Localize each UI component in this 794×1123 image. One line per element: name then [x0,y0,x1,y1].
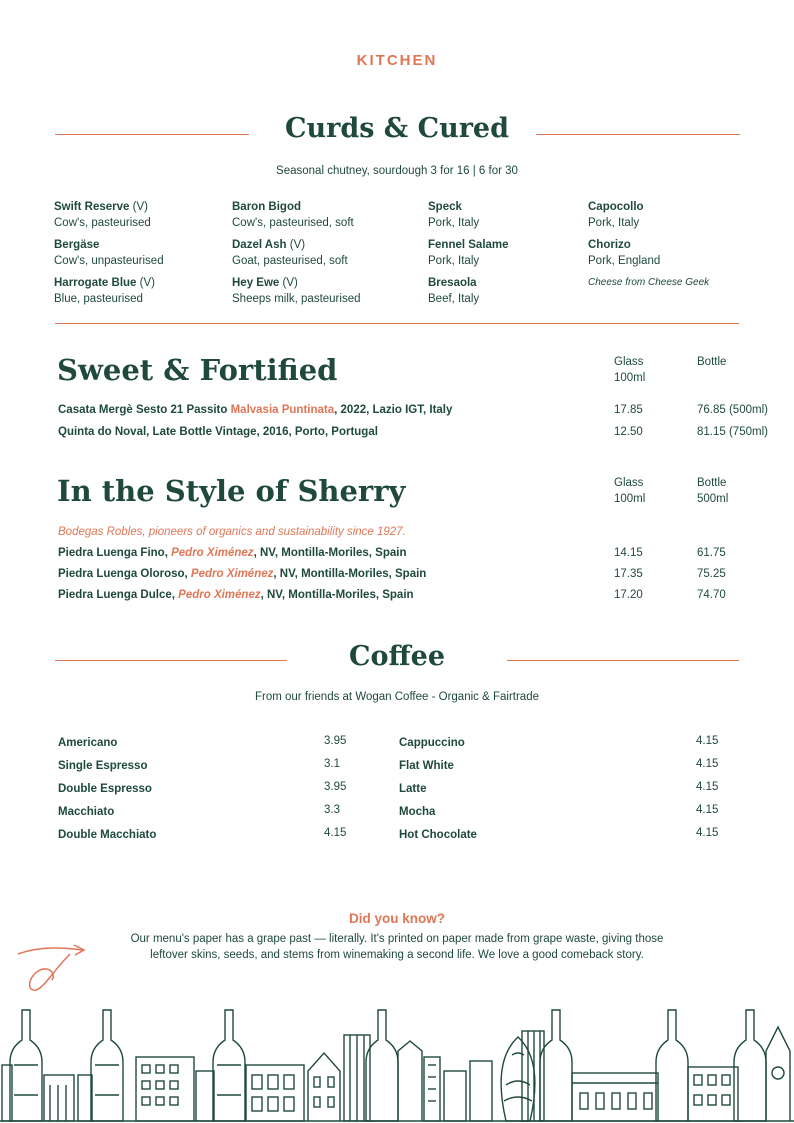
item-description: Sheeps milk, pasteurised [232,293,361,305]
glass-price: 12.50 [614,426,643,438]
coffee-item-price: 3.95 [324,781,347,793]
bottle-price: 61.75 [697,547,726,559]
item-description: Pork, Italy [588,217,640,229]
item-name: Dazel Ash [232,239,287,251]
item-name: Bresaola [428,277,477,289]
bottle-column-header: Bottle [697,356,727,368]
coffee-item-name: Mocha [399,806,436,818]
cured-column [428,199,509,313]
menu-item [232,237,360,269]
coffee-item-name: Double Macchiato [58,829,157,841]
glass-column-header: Glass 100ml [614,477,646,505]
menu-item [588,199,709,231]
item-name: Fennel Salame [428,239,509,251]
bottle-price: 81.15 (750ml) [697,426,768,438]
item-name: Baron Bigod [232,201,301,213]
bottle-price: 75.25 [697,568,726,580]
swirl-arrow-icon [14,940,94,996]
glass-price: 14.15 [614,547,643,559]
coffee-item-name: Hot Chocolate [399,829,477,841]
coffee-item-name: Single Espresso [58,760,148,772]
bottle-price: 74.70 [697,589,726,601]
item-name: Hey Ewe [232,277,280,289]
coffee-item-name: Macchiato [58,806,115,818]
coffee-item-price: 3.1 [324,758,340,770]
coffee-item-price: 4.15 [324,827,347,839]
wine-name: Piedra Luenga Fino, Pedro Ximénez, NV, Montilla-Moriles, Spain [58,547,407,559]
wine-name: Piedra Luenga Dulce, Pedro Ximénez, NV, Montilla-Moriles, Spain [58,589,414,601]
section-title-curds: Curds & Cured [284,113,509,144]
coffee-item-name: Latte [399,783,427,795]
wine-name: Quinta do Noval, Late Bottle Vintage, 2016, Porto, Portugal [58,426,378,438]
did-you-know-text: Our menu's paper has a grape past — literally. It's printed on paper made from grape waste, giving those leftover skins, seeds, and stems from winemaking a second life. We love a good comeback story. [130,933,664,961]
section-title-coffee: Coffee [348,641,446,672]
menu-item [54,275,164,307]
item-name: Capocollo [588,201,644,213]
vegetarian-tag: (V) [129,201,148,213]
section-subtitle-coffee: From our friends at Wogan Coffee - Organic & Fairtrade [254,691,539,703]
did-you-know-title: Did you know? [349,911,445,926]
menu-item [54,237,164,269]
coffee-item-price: 3.95 [324,735,347,747]
cheese-column [54,199,164,313]
section-title-sweet: Sweet & Fortified [57,353,338,387]
grape-variety: Pedro Ximénez [178,589,261,601]
item-name: Chorizo [588,239,631,251]
item-description: Pork, England [588,255,661,267]
coffee-item-name: Flat White [399,760,454,772]
coffee-item-price: 4.15 [696,758,719,770]
item-description: Cow's, pasteurised [54,217,151,229]
coffee-item-name: Cappuccino [399,737,465,749]
grape-variety: Malvasia Puntinata [230,404,335,416]
item-name: Harrogate Blue [54,277,137,289]
glass-price: 17.20 [614,589,643,601]
item-description: Pork, Italy [428,217,480,229]
menu-item [232,199,360,231]
glass-column-header: Glass 100ml [614,356,646,384]
menu-item [428,237,509,269]
item-description: Goat, pasteurised, soft [232,255,348,267]
divider [55,323,739,324]
city-skyline-illustration [0,1005,794,1123]
menu-item [588,237,709,269]
item-description: Cow's, pasteurised, soft [232,217,354,229]
item-name: Bergäse [54,239,100,251]
menu-item [232,275,360,307]
cheese-column [232,199,360,313]
item-description: Cow's, unpasteurised [54,255,164,267]
menu-item [428,199,509,231]
cured-column [588,199,709,291]
glass-price: 17.35 [614,568,643,580]
item-description: Pork, Italy [428,255,480,267]
vegetarian-tag: (V) [279,277,298,289]
section-subtitle-curds: Seasonal chutney, sourdough 3 for 16 | 6 for 30 [276,165,518,177]
menu-item [54,199,164,231]
grape-variety: Pedro Ximénez [190,568,274,580]
coffee-item-price: 4.15 [696,804,719,816]
bottle-column-header: Bottle 500ml [697,477,729,505]
supplier-note: Cheese from Cheese Geek [588,277,710,288]
item-description: Blue, pasteurised [54,293,143,305]
bottle-price: 76.85 (500ml) [697,404,768,416]
coffee-item-price: 4.15 [696,827,719,839]
section-title-sherry: In the Style of Sherry [57,474,406,508]
coffee-item-price: 4.15 [696,735,719,747]
grape-variety: Pedro Ximénez [171,547,254,559]
vegetarian-tag: (V) [136,277,155,289]
coffee-item-price: 3.3 [324,804,340,816]
item-name: Speck [428,201,462,213]
producer-intro: Bodegas Robles, pioneers of organics and sustainability since 1927. [58,526,406,538]
coffee-item-name: Americano [58,737,118,749]
glass-price: 17.85 [614,404,643,416]
menu-item [428,275,509,307]
section-label-kitchen: KITCHEN [356,52,438,69]
wine-name: Casata Mergè Sesto 21 Passito Malvasia Puntinata, 2022, Lazio IGT, Italy [58,404,453,416]
item-name: Swift Reserve [54,201,130,213]
item-description: Beef, Italy [428,293,480,305]
wine-name: Piedra Luenga Oloroso, Pedro Ximénez, NV, Montilla-Moriles, Spain [58,568,427,580]
coffee-item-price: 4.15 [696,781,719,793]
vegetarian-tag: (V) [286,239,306,251]
coffee-item-name: Double Espresso [58,783,152,795]
